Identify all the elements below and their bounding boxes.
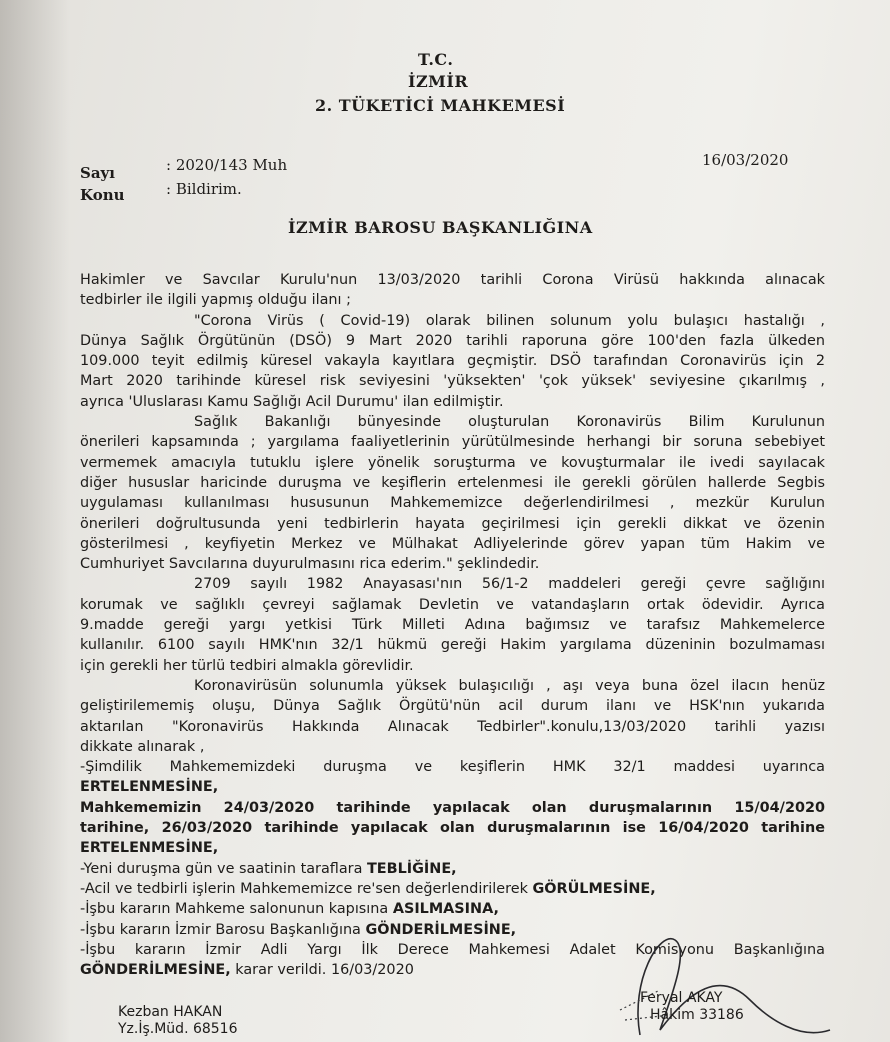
clerk-title: Yz.İş.Müd. 68516	[118, 1021, 238, 1037]
document-body	[80, 270, 825, 980]
body-line: Hakimler ve Savcılar Kurulu'nun 13/03/2020 tarihli Corona Virüsü hakkında alınacak	[80, 272, 825, 288]
body-line: Sağlık Bakanlığı bünyesinde oluşturulan Koronavirüs Bilim Kurulunun	[194, 414, 825, 431]
decision-text: karar verildi. 16/03/2020	[230, 962, 414, 979]
body-line: için gerekli her türlü tedbiri almakla görevlidir.	[80, 657, 414, 674]
decision-text: -İşbu kararın Mahkeme salonunun kapısına	[80, 901, 393, 918]
header-city: İZMİR	[408, 72, 469, 91]
body-line: önerileri doğrultusunda yeni tedbirlerin hayata geçirilmesi için gerekli dikkat ve özenin	[80, 515, 825, 532]
body-line: gösterilmesi , keyfiyetin Merkez ve Mülhakat Adliyelerinde görev yapan tüm Hakim ve	[80, 535, 825, 552]
body-line: dikkate alınarak ,	[80, 738, 205, 755]
decision-text: -İşbu kararın İzmir Barosu Başkanlığına	[80, 921, 366, 938]
body-line: vermemek amacıyla tutuklu işlere yönelik soruşturma ve kovuşturmalar ile ivedi sayılacak	[80, 454, 825, 471]
sayi-label: Sayı	[80, 164, 115, 182]
decision-item	[80, 899, 825, 919]
body-line: Dünya Sağlık Örgütünün (DSÖ) 9 Mart 2020 tarihli raporuna göre 100'den fazla ülkeden	[80, 332, 825, 349]
body-line-emphasis: tarihine, 26/03/2020 tarihinde yapılacak olan duruşmalarının ise 16/04/2020 tarihine	[80, 820, 825, 837]
body-line: "Corona Virüs ( Covid-19) olarak bilinen solunum yolu bulaşıcı hastalığı ,	[194, 312, 825, 329]
body-line: 9.madde gereği yargı yetkisi Türk Milleti Adına bağımsız ve tarafsız Mahkemelerce	[80, 617, 825, 634]
judge-signature	[640, 990, 744, 1024]
body-line-emphasis: Mahkememizin 24/03/2020 tarihinde yapılacak olan duruşmalarının 15/04/2020	[80, 799, 825, 816]
body-line: korumak ve sağlıklı çevreyi sağlamak Devletin ve vatandaşların ortak ödevidir. Ayrıca	[80, 596, 825, 613]
header-tc: T.C.	[418, 50, 454, 69]
judge-name: Feryal AKAY	[640, 990, 723, 1006]
body-line: -Şimdilik Mahkememizdeki duruşma ve keşiflerin HMK 32/1 maddesi uyarınca	[80, 759, 825, 776]
addressee-title: İZMİR BAROSU BAŞKANLIĞINA	[288, 218, 593, 237]
body-line: uygulaması kullanılması hususunun Mahkememizce değerlendirilmesi , mezkür Kurulun	[80, 495, 825, 512]
decision-item: -İşbu kararın İzmir Adli Yargı İlk Derece Mahkemesi Adalet Komisyonu Başkanlığına	[80, 941, 825, 958]
decision-verb: GÖNDERİLMESİNE,	[80, 962, 231, 979]
konu-value: : Bildirim.	[166, 180, 242, 198]
decision-verb: GÖRÜLMESİNE,	[532, 880, 656, 897]
body-line: aktarılan "Koronavirüs Hakkında Alınacak Tedbirler".konulu,13/03/2020 tarihli yazısı	[80, 718, 825, 735]
body-line: Koronavirüsün solunumla yüksek bulaşıcılığı , aşı veya buna özel ilacın henüz	[194, 677, 825, 694]
decision-verb: TEBLİĞİNE,	[366, 860, 457, 877]
body-line: 2709 sayılı 1982 Anayasası'nın 56/1-2 maddeleri gereği çevre sağlığını	[194, 576, 825, 593]
page-shadow	[0, 0, 70, 1042]
body-line: 109.000 teyit edilmiş küresel vakayla kayıtlara geçmiştir. DSÖ tarafından Coronavirüs için 2	[80, 353, 825, 370]
konu-label: Konu	[80, 186, 125, 204]
decision-verb: GÖNDERİLMESİNE,	[365, 921, 517, 938]
clerk-name: Kezban HAKAN	[118, 1004, 223, 1020]
decision-text: -Acil ve tedbirli işlerin Mahkememizce re'sen değerlendirilerek	[80, 880, 533, 897]
decision-verb: ASILMASINA,	[392, 901, 499, 918]
body-line: tedbirler ile ilgili yapmış olduğu ilanı ;	[80, 292, 351, 309]
clerk-signature	[118, 1004, 238, 1038]
header-court: 2. TÜKETİCİ MAHKEMESİ	[315, 96, 566, 115]
body-line: önerileri kapsamında ; yargılama faaliyetlerinin yürütülmesinde herhangi bir soruna sebebiyet	[80, 434, 825, 451]
konu-row	[80, 180, 242, 204]
body-line-emphasis: ERTELENMESİNE,	[80, 779, 219, 796]
judge-title: Hâkim 33186	[650, 1007, 744, 1023]
body-line-emphasis: ERTELENMESİNE,	[80, 840, 219, 857]
body-line: kullanılır. 6100 sayılı HMK'nın 32/1 hükmü gereği Hakim yargılama düzeninin bozulmaması	[80, 637, 825, 654]
document-date: 16/03/2020	[702, 151, 789, 169]
body-line: geliştirilememiş oluşu, Dünya Sağlık Örgütü'nün acil durum ilanı ve HSK'nın yukarıda	[80, 698, 825, 715]
decision-text: -Yeni duruşma gün ve saatinin taraflara	[80, 860, 367, 877]
body-line: Cumhuriyet Savcılarına duyurulmasını rica ederim." şeklindedir.	[80, 556, 540, 573]
body-line: Mart 2020 tarihinde küresel risk seviyesini 'yüksekten' 'çok yüksek' seviyesine çıkarılmış ,	[80, 373, 825, 390]
decision-item	[80, 879, 825, 899]
decision-item	[80, 859, 825, 879]
sayi-value: : 2020/143 Muh	[166, 156, 288, 174]
body-line: ayrıca 'Uluslarası Kamu Sağlığı Acil Durumu' ilan edilmiştir.	[80, 393, 504, 410]
sayi-row	[80, 156, 288, 182]
body-line: diğer hususlar haricinde duruşma ve keşiflerin ertelenmesi ile gerekli görülen hallerde Segbis	[80, 474, 825, 491]
